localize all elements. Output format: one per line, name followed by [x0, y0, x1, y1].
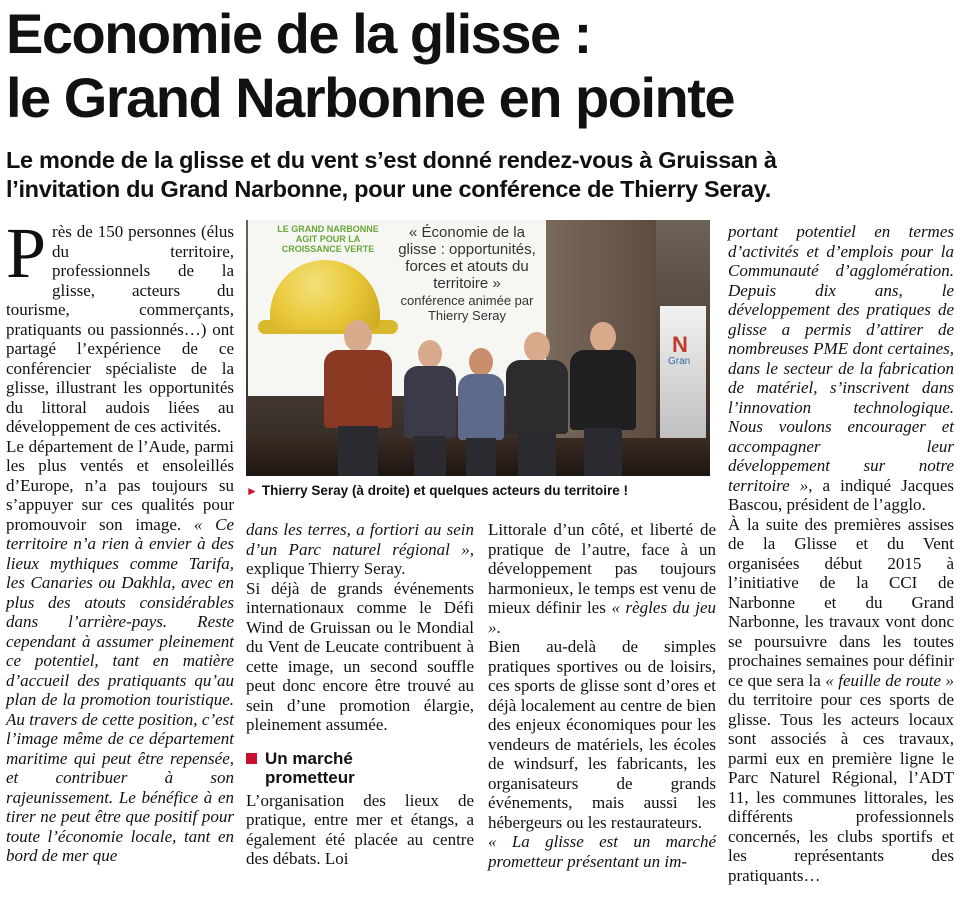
- person-figure: [402, 340, 458, 476]
- screen-logo-text: LE GRAND NARBONNE AGIT POUR LA CROISSANCE VERTE: [277, 224, 379, 254]
- paragraph: portant potentiel en termes d’activités et d’emplois pour la Communauté d’agglomération. Depuis dix ans, le développement des pratiques de glisse a permis d’attirer de nombreuses PME dont certaines, dans le secteur de la fabrication de matériel, s’inscrivent dans l’innovation technologique. Nous voulons encourager et accompagner leur développement sur notre territoire », a indiqué Jacques Bascou, président de l’agglo.: [728, 222, 955, 514]
- paragraph: Littorale d’un côté, et liberté de pratique de l’autre, face à un développement pas toujours harmonieux, le temps est venu de mieux définir les « règles du jeu ».: [488, 520, 716, 637]
- quote: « feuille de route »: [825, 670, 954, 690]
- article-column-1: [6, 213, 234, 866]
- person-figure: [322, 320, 394, 476]
- subheadline: [6, 146, 956, 204]
- paragraph: Près de 150 personnes (élus du territoire, professionnels de la glisse, acteurs du tourisme, commerçants, pratiquants ou passionnés…) ont partagé l’expérience de ce conférencier spécialiste de la glisse, illustrant les opportunités du littoral audois liées au développement de ces activités.: [6, 213, 234, 436]
- section-subtitle: Un marché prometteur: [246, 749, 474, 787]
- subheadline-line-1: Le monde de la glisse et du vent s’est donné rendez-vous à Gruissan à: [6, 147, 777, 173]
- quote: dans les terres, a fortiori au sein d’un Parc naturel régional »: [246, 520, 474, 559]
- article-column-2: [246, 520, 474, 869]
- red-square-icon: [246, 753, 257, 764]
- roll-up-banner: [660, 306, 706, 446]
- article-column-4: [728, 222, 954, 885]
- banner-letter: N: [672, 332, 688, 357]
- person-figure: [504, 332, 570, 476]
- subheadline-line-2: l’invitation du Grand Narbonne, pour une conférence de Thierry Seray.: [6, 176, 771, 202]
- person-figure: [454, 348, 508, 476]
- headline-line-2: le Grand Narbonne en pointe: [6, 66, 735, 129]
- screen-slide-title: « Économie de la glisse : opportunités, forces et atouts du territoire »: [398, 224, 536, 292]
- drop-cap: P: [6, 213, 47, 293]
- article-column-3: [488, 520, 716, 871]
- banner-text: Gran: [668, 356, 691, 367]
- caption-text: Thierry Seray (à droite) et quelques acteurs du territoire !: [261, 483, 628, 498]
- screen-slide-subtitle: conférence animée par Thierry Seray: [400, 293, 534, 323]
- paragraph: Le département de l’Aude, parmi les plus ventés et ensoleillés d’Europe, n’a pas toujours su s’appuyer sur ces qualités pour promouvoir son image. « Ce territoire n’a rien à envier à des lieux mythiques comme Tarifa, les Canaries ou Dakhla, avec en plus des atouts considérables dans l’arrière-pays. Reste cependant à assumer pleinement ce potentiel, tant en matière d’accueil des pratiquants qu’au plan de la promotion touristique. Au travers de cette position, c’est l’image même de ce département maritime qui peut être repensée, et contribuer à son rajeunissement. Le bénéfice à en tirer ne peut être que positif pour toute l’économie locale, tant en bord de mer que: [6, 436, 234, 865]
- quote: « Ce territoire n’a rien à envier à des lieux mythiques comme Tarifa, les Canaries ou Dakhla, avec en plus des atouts considérables dans l’arrière-pays. Reste cependant à assumer pleinement ce potentiel, tant en matière d’accueil des pratiquants qu’au plan de la promotion touristique. Au travers de cette position, c’est l’image même de ce département maritime qui peut être repensée, et contribuer à son rajeunissement. Le bénéfice à en tirer ne peut être que positif pour toute l’économie locale, tant en bord de mer que: [6, 514, 234, 865]
- article-photo: [246, 220, 710, 476]
- photo-caption: [246, 483, 716, 499]
- quote: « règles du jeu »: [488, 598, 716, 637]
- headline-line-1: Economie de la glisse :: [6, 2, 591, 65]
- paragraph: Si déjà de grands événements internationaux comme le Défi Wind de Gruissan ou le Mondial du Vent de Leucate contribuent à cette image, un second souffle peut donc encore être trouvé au sein d’une promotion élargie, pleinement assumée.: [246, 578, 474, 734]
- paragraph: Bien au-delà de simples pratiques sportives ou de loisirs, ces sports de glisse sont d’ores et déjà localement au centre de bien des enjeux économiques pour les vendeurs de matériels, les écoles de windsurf, les fabricants, les organisateurs de grands événements, mais aussi les hébergeurs ou les restaurateurs.: [488, 637, 716, 832]
- paragraph: dans les terres, a fortiori au sein d’un Parc naturel régional », explique Thierry Seray.: [246, 520, 474, 578]
- caption-arrow-icon: ►: [246, 484, 258, 498]
- paragraph: L’organisation des lieux de pratique, entre mer et étangs, a également été placée au centre des débats. Loi: [246, 790, 474, 868]
- headline: [6, 2, 956, 130]
- person-figure: [568, 322, 638, 476]
- quote: « La glisse est un marché prometteur présentant un im-: [488, 832, 716, 871]
- screen-slide-text: [392, 224, 542, 323]
- quote: portant potentiel en termes d’activités et d’emplois pour la Communauté d’agglomération. Depuis dix ans, le développement des pratiques de glisse a permis d’attirer de nombreuses PME dont certaines, dans le secteur de la fabrication de matériel, s’inscrivent dans l’innovation technologique. Nous voulons encourager et accompagner leur développement sur notre territoire »: [728, 222, 954, 495]
- paragraph: À la suite des premières assises de la Glisse et du Vent organisées début 2015 à l’initiative de la CCI de Narbonne et du Grand Narbonne, les travaux vont donc se poursuivre dans les toutes prochaines semaines pour définir ce que sera la « feuille de route » du territoire pour ces sports de glisse. Tous les acteurs locaux sont associés à ces travaux, parmi eux en première ligne le Parc Naturel Régional, l’ADT 11, les communes littorales, les différents professionnels concernés, les clubs sportifs et les représentants des pratiquants…: [728, 514, 954, 885]
